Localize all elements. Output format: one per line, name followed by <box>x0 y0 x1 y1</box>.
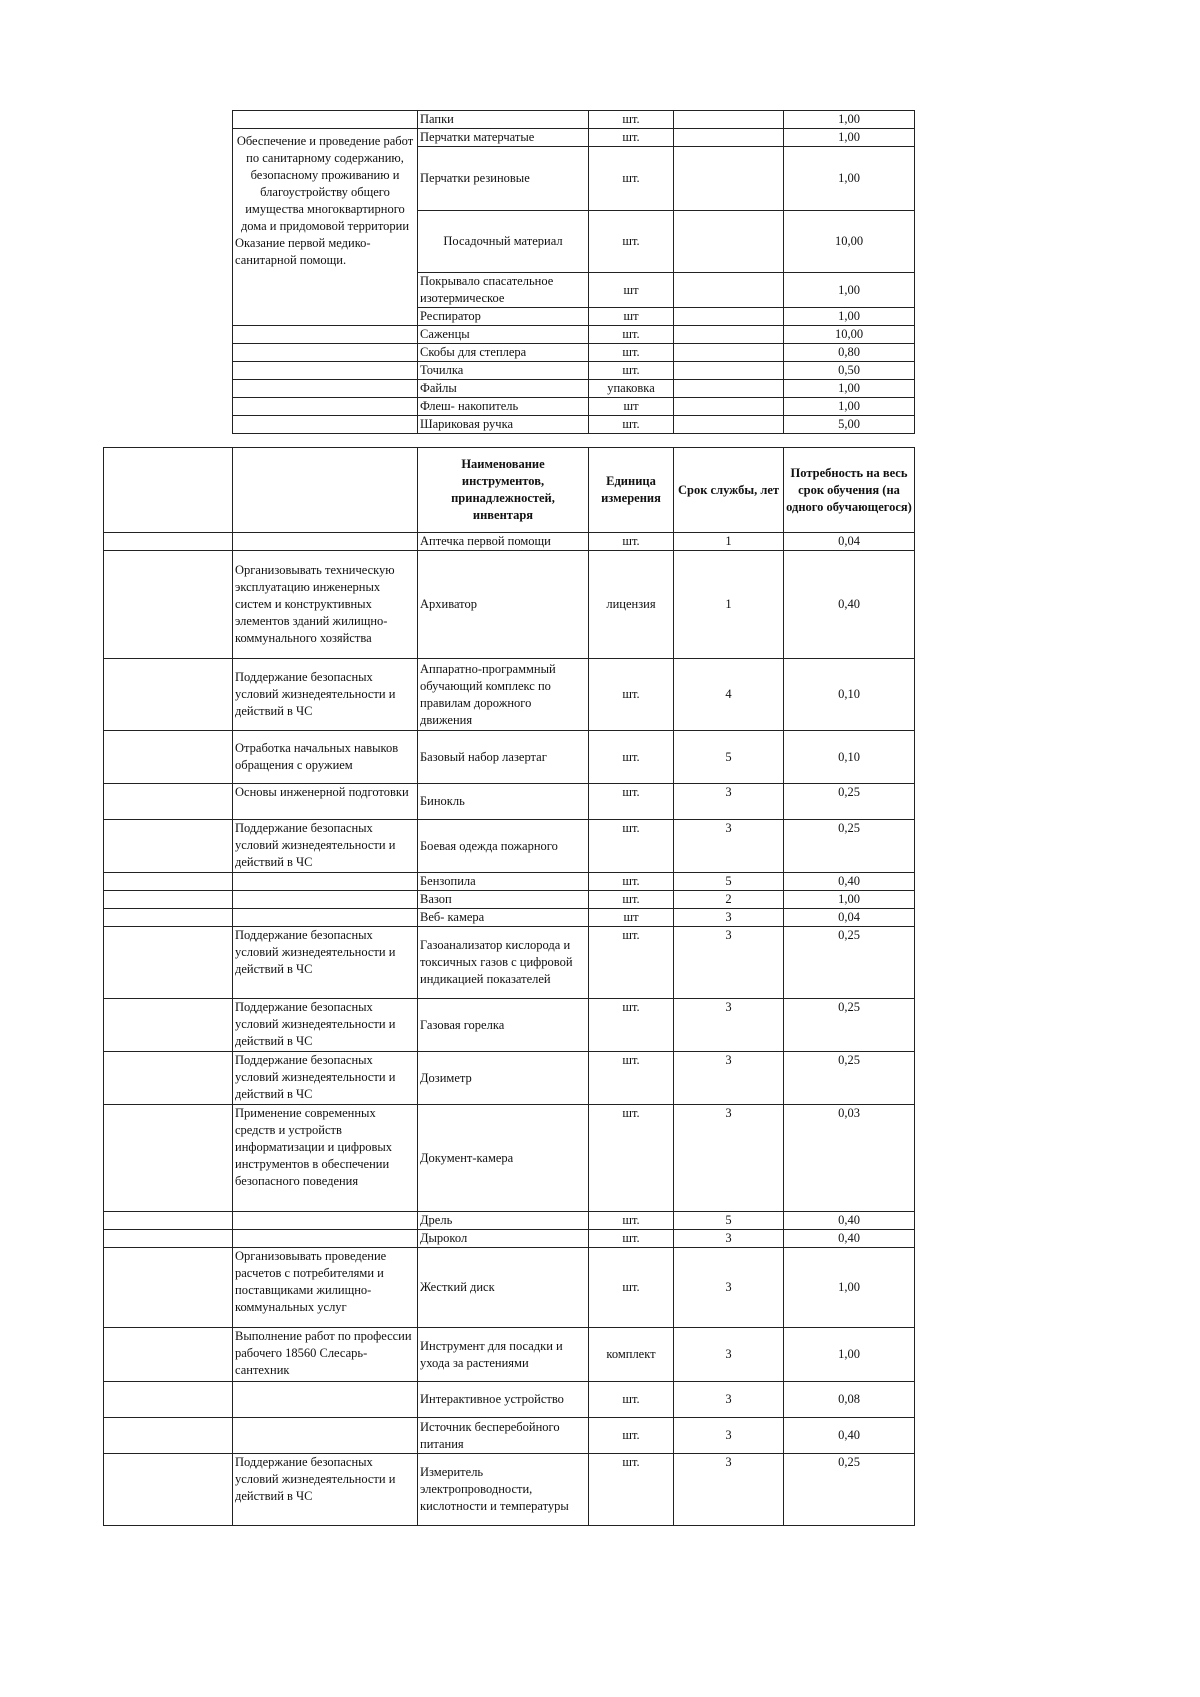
item-name: Перчатки матерчатые <box>418 129 589 147</box>
item-life: 3 <box>674 1418 784 1454</box>
item-life: 3 <box>674 784 784 820</box>
item-name: Жесткий диск <box>418 1248 589 1328</box>
item-unit: шт. <box>589 891 674 909</box>
table-row <box>104 551 915 659</box>
item-qty: 1,00 <box>784 380 915 398</box>
item-qty: 0,25 <box>784 1052 915 1105</box>
item-unit: шт. <box>589 873 674 891</box>
empty-cell <box>104 1454 233 1526</box>
item-life: 3 <box>674 1230 784 1248</box>
activity-cell: Организовывать проведение расчетов с потребителями и поставщиками жилищно-коммунальных услуг <box>233 1248 418 1328</box>
item-qty: 0,25 <box>784 1454 915 1526</box>
item-name: Документ-камера <box>418 1105 589 1212</box>
item-qty: 0,08 <box>784 1382 915 1418</box>
item-unit: шт. <box>589 362 674 380</box>
item-qty: 0,50 <box>784 362 915 380</box>
item-unit: шт. <box>589 784 674 820</box>
table-row <box>104 891 915 909</box>
item-life: 3 <box>674 1454 784 1526</box>
item-name: Измеритель электропроводности, кислотности и температуры <box>418 1454 589 1526</box>
table-row <box>104 820 915 873</box>
empty-cell <box>104 909 233 927</box>
item-qty: 0,25 <box>784 784 915 820</box>
item-qty: 10,00 <box>784 211 915 273</box>
item-life: 1 <box>674 533 784 551</box>
item-qty: 0,10 <box>784 659 915 731</box>
empty-cell <box>233 111 418 129</box>
empty-cell <box>104 999 233 1052</box>
item-unit: шт. <box>589 416 674 434</box>
item-qty: 1,00 <box>784 273 915 308</box>
activity-cell <box>233 129 418 326</box>
table-row <box>104 1230 915 1248</box>
item-name: Перчатки резиновые <box>418 147 589 211</box>
item-unit: шт <box>589 398 674 416</box>
empty-cell <box>233 448 418 533</box>
item-unit: шт. <box>589 1454 674 1526</box>
item-unit: шт. <box>589 1230 674 1248</box>
table-row <box>104 1105 915 1212</box>
item-unit: шт <box>589 308 674 326</box>
item-qty: 0,25 <box>784 999 915 1052</box>
item-qty: 5,00 <box>784 416 915 434</box>
item-qty: 1,00 <box>784 147 915 211</box>
item-qty: 0,25 <box>784 820 915 873</box>
item-qty: 10,00 <box>784 326 915 344</box>
item-life: 5 <box>674 1212 784 1230</box>
item-qty: 1,00 <box>784 1328 915 1382</box>
empty-cell <box>104 1105 233 1212</box>
item-unit: шт. <box>589 533 674 551</box>
tools-table <box>103 447 915 1526</box>
item-qty: 0,10 <box>784 731 915 784</box>
activity-cell: Поддержание безопасных условий жизнедеятельности и действий в ЧС <box>233 927 418 999</box>
activity-cell: Основы инженерной подготовки <box>233 784 418 820</box>
item-unit: шт. <box>589 820 674 873</box>
empty-cell <box>104 820 233 873</box>
activity-label-2: Оказание первой медико-санитарной помощи. <box>235 236 371 267</box>
item-name: Интерактивное устройство <box>418 1382 589 1418</box>
item-unit: комплект <box>589 1328 674 1382</box>
table-row <box>233 326 915 344</box>
item-life: 1 <box>674 551 784 659</box>
activity-cell <box>233 1230 418 1248</box>
table-row <box>104 1052 915 1105</box>
item-life <box>674 147 784 211</box>
item-life: 2 <box>674 891 784 909</box>
item-name: Посадочный материал <box>418 211 589 273</box>
item-qty: 0,40 <box>784 1418 915 1454</box>
empty-cell <box>104 551 233 659</box>
item-life: 3 <box>674 1105 784 1212</box>
table-row <box>104 731 915 784</box>
item-name: Дозиметр <box>418 1052 589 1105</box>
item-name: Газоанализатор кислорода и токсичных газов с цифровой индикацией показателей <box>418 927 589 999</box>
table-row <box>233 111 915 129</box>
empty-cell <box>104 448 233 533</box>
column-header-unit: Единица измерения <box>589 448 674 533</box>
table-row <box>233 398 915 416</box>
item-qty: 0,40 <box>784 873 915 891</box>
item-qty: 0,03 <box>784 1105 915 1212</box>
column-header-qty: Потребность на весь срок обучения (на одного обучающегося) <box>784 448 915 533</box>
activity-label: Обеспечение и проведение работ по санитарному содержанию, безопасному проживанию и благоустройству общего имущества многоквартирного дома и придомовой территории <box>236 134 414 233</box>
item-name: Флеш- накопитель <box>418 398 589 416</box>
table-row <box>233 362 915 380</box>
activity-cell: Поддержание безопасных условий жизнедеятельности и действий в ЧС <box>233 999 418 1052</box>
empty-cell <box>233 362 418 380</box>
empty-cell <box>233 380 418 398</box>
item-life: 3 <box>674 1382 784 1418</box>
item-name: Папки <box>418 111 589 129</box>
item-name: Покрывало спасательное изотермическое <box>418 273 589 308</box>
item-unit: шт <box>589 909 674 927</box>
item-unit: шт. <box>589 659 674 731</box>
activity-cell <box>233 909 418 927</box>
empty-cell <box>104 1212 233 1230</box>
item-life: 4 <box>674 659 784 731</box>
item-unit: шт. <box>589 927 674 999</box>
table-row <box>104 1212 915 1230</box>
item-name: Дырокол <box>418 1230 589 1248</box>
item-qty: 1,00 <box>784 891 915 909</box>
table-row <box>104 1248 915 1328</box>
item-life <box>674 273 784 308</box>
empty-cell <box>233 398 418 416</box>
activity-cell: Организовывать техническую эксплуатацию инженерных систем и конструктивных элементов зданий жилищно-коммунального хозяйства <box>233 551 418 659</box>
empty-cell <box>104 1328 233 1382</box>
item-life <box>674 416 784 434</box>
empty-cell <box>104 1230 233 1248</box>
empty-cell <box>104 891 233 909</box>
activity-cell: Отработка начальных навыков обращения с оружием <box>233 731 418 784</box>
activity-cell <box>233 873 418 891</box>
item-name: Инструмент для посадки и ухода за растениями <box>418 1328 589 1382</box>
item-life: 3 <box>674 927 784 999</box>
item-life: 3 <box>674 820 784 873</box>
header-row <box>104 448 915 533</box>
item-name: Точилка <box>418 362 589 380</box>
item-unit: шт. <box>589 731 674 784</box>
item-life <box>674 380 784 398</box>
empty-cell <box>233 326 418 344</box>
item-life: 3 <box>674 909 784 927</box>
activity-cell <box>233 891 418 909</box>
table-row <box>233 416 915 434</box>
item-life: 5 <box>674 873 784 891</box>
item-name: Шариковая ручка <box>418 416 589 434</box>
item-unit: шт. <box>589 344 674 362</box>
item-name: Веб- камера <box>418 909 589 927</box>
table-row <box>104 873 915 891</box>
activity-cell <box>233 1382 418 1418</box>
item-unit: шт. <box>589 129 674 147</box>
item-unit: шт <box>589 273 674 308</box>
activity-cell: Поддержание безопасных условий жизнедеятельности и действий в ЧС <box>233 820 418 873</box>
item-unit: лицензия <box>589 551 674 659</box>
item-qty: 0,80 <box>784 344 915 362</box>
item-life <box>674 326 784 344</box>
item-unit: шт. <box>589 211 674 273</box>
activity-cell <box>233 1418 418 1454</box>
item-life: 5 <box>674 731 784 784</box>
item-name: Бензопила <box>418 873 589 891</box>
activity-cell: Поддержание безопасных условий жизнедеятельности и действий в ЧС <box>233 1454 418 1526</box>
item-unit: шт. <box>589 1105 674 1212</box>
item-qty: 0,25 <box>784 927 915 999</box>
table-row <box>233 129 915 147</box>
activity-cell: Выполнение работ по профессии рабочего 18560 Слесарь-сантехник <box>233 1328 418 1382</box>
item-name: Скобы для степлера <box>418 344 589 362</box>
empty-cell <box>104 533 233 551</box>
item-qty: 0,04 <box>784 533 915 551</box>
item-name: Архиватор <box>418 551 589 659</box>
item-name: Бинокль <box>418 784 589 820</box>
empty-cell <box>104 873 233 891</box>
item-name: Дрель <box>418 1212 589 1230</box>
item-qty: 0,40 <box>784 1212 915 1230</box>
item-life: 3 <box>674 1248 784 1328</box>
item-unit: шт. <box>589 147 674 211</box>
item-unit: шт. <box>589 1418 674 1454</box>
item-qty: 0,04 <box>784 909 915 927</box>
empty-cell <box>104 1248 233 1328</box>
item-unit: упаковка <box>589 380 674 398</box>
item-life <box>674 362 784 380</box>
empty-cell <box>104 1052 233 1105</box>
table-row <box>104 1328 915 1382</box>
table-row <box>104 909 915 927</box>
item-life: 3 <box>674 999 784 1052</box>
item-unit: шт. <box>589 1382 674 1418</box>
item-name: Боевая одежда пожарного <box>418 820 589 873</box>
item-unit: шт. <box>589 111 674 129</box>
item-qty: 1,00 <box>784 129 915 147</box>
item-life: 3 <box>674 1328 784 1382</box>
item-qty: 0,40 <box>784 1230 915 1248</box>
activity-cell: Поддержание безопасных условий жизнедеятельности и действий в ЧС <box>233 659 418 731</box>
item-unit: шт. <box>589 1052 674 1105</box>
empty-cell <box>104 927 233 999</box>
column-header-name: Наименование инструментов, принадлежностей, инвентаря <box>418 448 589 533</box>
table-row <box>104 784 915 820</box>
table-row <box>104 1454 915 1526</box>
column-header-life: Срок службы, лет <box>674 448 784 533</box>
item-name: Аптечка первой помощи <box>418 533 589 551</box>
item-life <box>674 398 784 416</box>
activity-cell: Поддержание безопасных условий жизнедеятельности и действий в ЧС <box>233 1052 418 1105</box>
item-name: Саженцы <box>418 326 589 344</box>
item-name: Базовый набор лазертаг <box>418 731 589 784</box>
item-name: Файлы <box>418 380 589 398</box>
empty-cell <box>104 784 233 820</box>
item-life <box>674 129 784 147</box>
consumables-table <box>232 110 915 434</box>
item-qty: 1,00 <box>784 111 915 129</box>
table-row <box>104 999 915 1052</box>
item-unit: шт. <box>589 1248 674 1328</box>
item-qty: 1,00 <box>784 1248 915 1328</box>
table-row <box>104 659 915 731</box>
table-row <box>104 1418 915 1454</box>
item-life <box>674 211 784 273</box>
item-name: Аппаратно-программный обучающий комплекс по правилам дорожного движения <box>418 659 589 731</box>
item-life <box>674 308 784 326</box>
empty-cell <box>104 731 233 784</box>
table-row <box>104 927 915 999</box>
item-life <box>674 111 784 129</box>
table-row <box>104 1382 915 1418</box>
item-name: Газовая горелка <box>418 999 589 1052</box>
activity-cell: Применение современных средств и устройств информатизации и цифровых инструментов в обеспечении безопасного поведения <box>233 1105 418 1212</box>
item-life <box>674 344 784 362</box>
empty-cell <box>104 1418 233 1454</box>
empty-cell <box>233 344 418 362</box>
empty-cell <box>233 416 418 434</box>
item-unit: шт. <box>589 1212 674 1230</box>
table-row <box>233 380 915 398</box>
item-name: Источник бесперебойного питания <box>418 1418 589 1454</box>
item-life: 3 <box>674 1052 784 1105</box>
item-unit: шт. <box>589 999 674 1052</box>
activity-cell <box>233 533 418 551</box>
activity-cell <box>233 1212 418 1230</box>
table-row <box>104 533 915 551</box>
empty-cell <box>104 1382 233 1418</box>
empty-cell <box>104 659 233 731</box>
item-qty: 1,00 <box>784 398 915 416</box>
item-unit: шт. <box>589 326 674 344</box>
item-qty: 0,40 <box>784 551 915 659</box>
table-row <box>233 344 915 362</box>
item-name: Вазоп <box>418 891 589 909</box>
item-qty: 1,00 <box>784 308 915 326</box>
item-name: Респиратор <box>418 308 589 326</box>
